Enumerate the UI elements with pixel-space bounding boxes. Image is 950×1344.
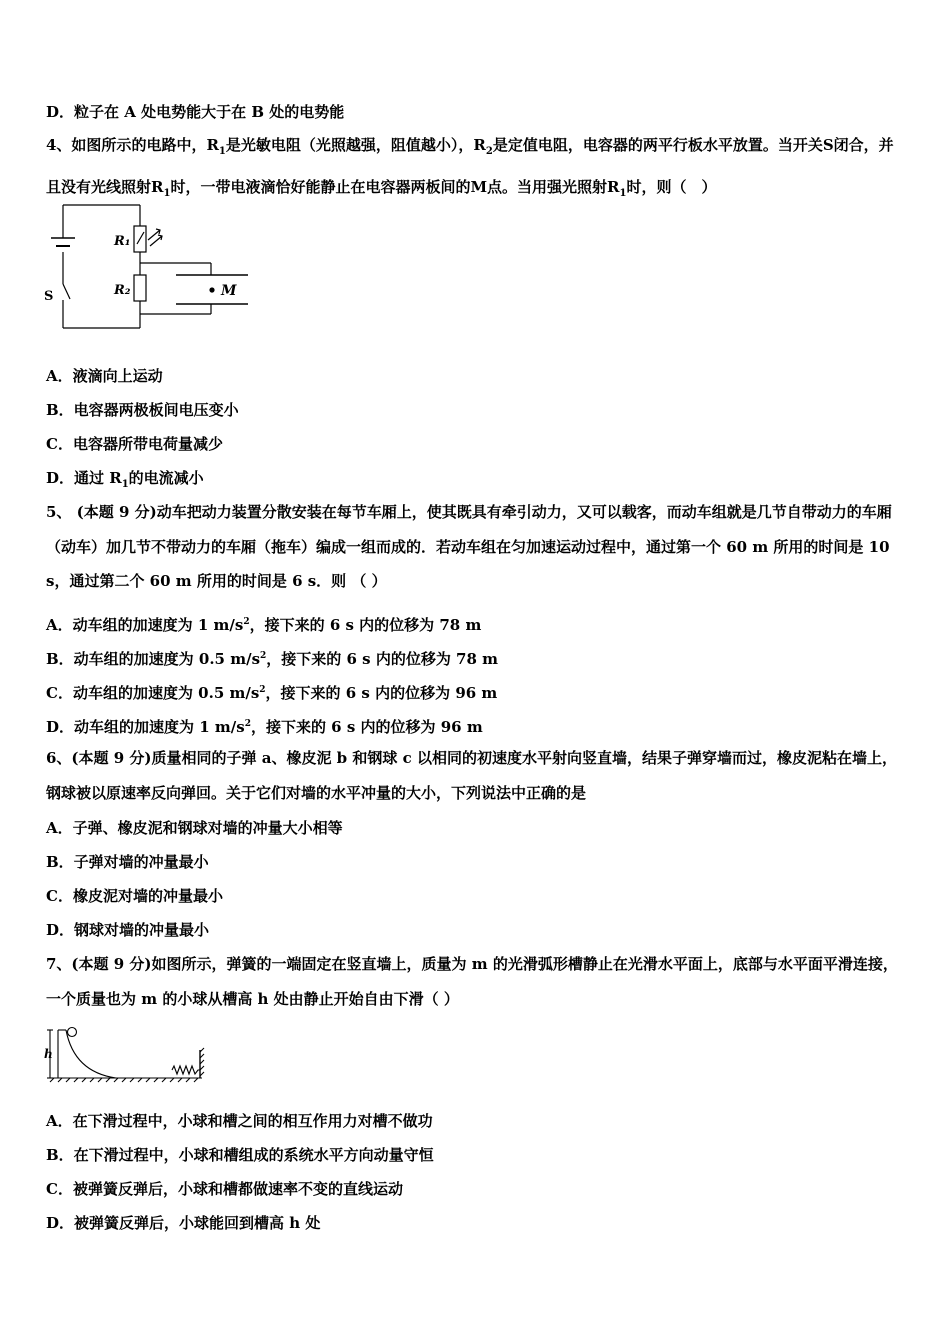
q5-stem: 5、 (本题 9 分)动车把动力装置分散安装在每节车厢上，使其既具有牵引动力，又可以载客，而动车组就是几节自带动力的车厢（动车）加几节不带动力的车厢（拖车）编成一组而成的．若动车组在匀加速运动过程中，通过第一个 60 m 所用的时间是 10 s，通过第二个 60 m 所用的时间是 6 s．则 （ ）: [46, 503, 892, 590]
q4-option-d-part2: 的电流减小: [128, 469, 204, 487]
q3-option-d: D．粒子在 A 处电势能大于在 B 处的电势能: [46, 103, 345, 121]
q4-option-b: B．电容器两极板间电压变小: [46, 401, 239, 419]
q5-option-d-sup: 2: [244, 719, 251, 729]
q4-circuit-diagram: [44, 200, 254, 334]
q6-option-b: B．子弹对墙的冲量最小: [46, 853, 209, 871]
q6-option-a: A．子弹、橡皮泥和钢球对墙的冲量大小相等: [46, 819, 343, 837]
q5-option-c-part1: C．动车组的加速度为 0.5 m/s: [46, 684, 260, 702]
q4-stem-part3: 是定值电阻，电容器的两平行板水平放置。当开关S闭合，并且没有光线照射R: [46, 136, 894, 196]
q4-label-s: S: [44, 289, 54, 304]
q5-option-c-sup: 2: [259, 685, 266, 695]
q4-sub-r1b: 1: [163, 187, 171, 199]
q7-option-a: A．在下滑过程中，小球和槽之间的相互作用力对槽不做功: [46, 1112, 433, 1130]
q5-option-a: [46, 612, 481, 635]
q4-label-r1: R₁: [114, 234, 131, 249]
q4-option-a: A．液滴向上运动: [46, 367, 163, 385]
q5-option-a-sup: 2: [243, 617, 250, 627]
q7-option-b: B．在下滑过程中，小球和槽组成的系统水平方向动量守恒: [46, 1146, 434, 1164]
q7-label-h: h: [44, 1047, 53, 1061]
q4-label-r2: R₂: [114, 283, 131, 298]
q4-stem-part4: 时，一带电液滴恰好能静止在电容器两板间的M点。当用强光照射R: [170, 177, 620, 196]
q5-option-c-part2: ，接下来的 6 s 内的位移为 96 m: [265, 684, 498, 702]
q5-option-d-part1: D．动车组的加速度为 1 m/s: [46, 718, 245, 736]
q6-option-c: C．橡皮泥对墙的冲量最小: [46, 887, 223, 905]
q5-option-c: [46, 680, 497, 703]
q5-option-b-part2: ，接下来的 6 s 内的位移为 78 m: [266, 650, 499, 668]
q4-sub-r1c: 1: [619, 187, 627, 199]
q5-option-b-sup: 2: [260, 651, 267, 661]
q7-slide-spring-diagram: [44, 1024, 206, 1086]
q4-stem-part2: 是光敏电阻（光照越强，阻值越小），R: [225, 136, 486, 154]
q4-sub-r1: 1: [218, 146, 226, 157]
q4-option-d-sub: 1: [121, 479, 129, 490]
q7-option-c: C．被弹簧反弹后，小球和槽都做速率不变的直线运动: [46, 1180, 403, 1198]
q4-option-d-part1: D．通过 R: [46, 469, 122, 487]
q6-option-d: D．钢球对墙的冲量最小: [46, 921, 210, 939]
q5-option-d-part2: ，接下来的 6 s 内的位移为 96 m: [250, 718, 483, 736]
q6-stem: 6、(本题 9 分)质量相同的子弹 a、橡皮泥 b 和钢球 c 以相同的初速度水平射向竖直墙，结果子弹穿墙而过，橡皮泥粘在墙上，钢球被以原速率反向弹回。关于它们对墙的水平冲量的大小，下列说法中正确的是: [46, 749, 897, 802]
q7-option-d: D．被弹簧反弹后，小球能回到槽高 h 处: [46, 1214, 321, 1232]
q4-stem-part1: 4、如图所示的电路中，R: [46, 136, 219, 154]
q4-option-d: [46, 468, 204, 495]
q4-label-m: M: [221, 283, 237, 299]
q7-stem: 7、(本题 9 分)如图所示，弹簧的一端固定在竖直墙上，质量为 m 的光滑弧形槽静止在光滑水平面上，底部与水平面平滑连接，一个质量也为 m 的小球从槽高 h 处由静止开始自由下滑（ ）: [46, 955, 898, 1008]
q4-sub-r2: 2: [485, 146, 493, 157]
q5-option-a-part1: A．动车组的加速度为 1 m/s: [46, 616, 244, 634]
q4-option-c: C．电容器所带电荷量减少: [46, 435, 223, 453]
q5-option-b-part1: B．动车组的加速度为 0.5 m/s: [46, 650, 261, 668]
q5-option-a-part2: ，接下来的 6 s 内的位移为 78 m: [249, 616, 482, 634]
q5-option-d: [46, 714, 483, 737]
q4-stem-part5: 时，则（ ）: [626, 177, 717, 196]
q5-option-b: [46, 646, 498, 669]
q4-stem: [46, 128, 908, 211]
